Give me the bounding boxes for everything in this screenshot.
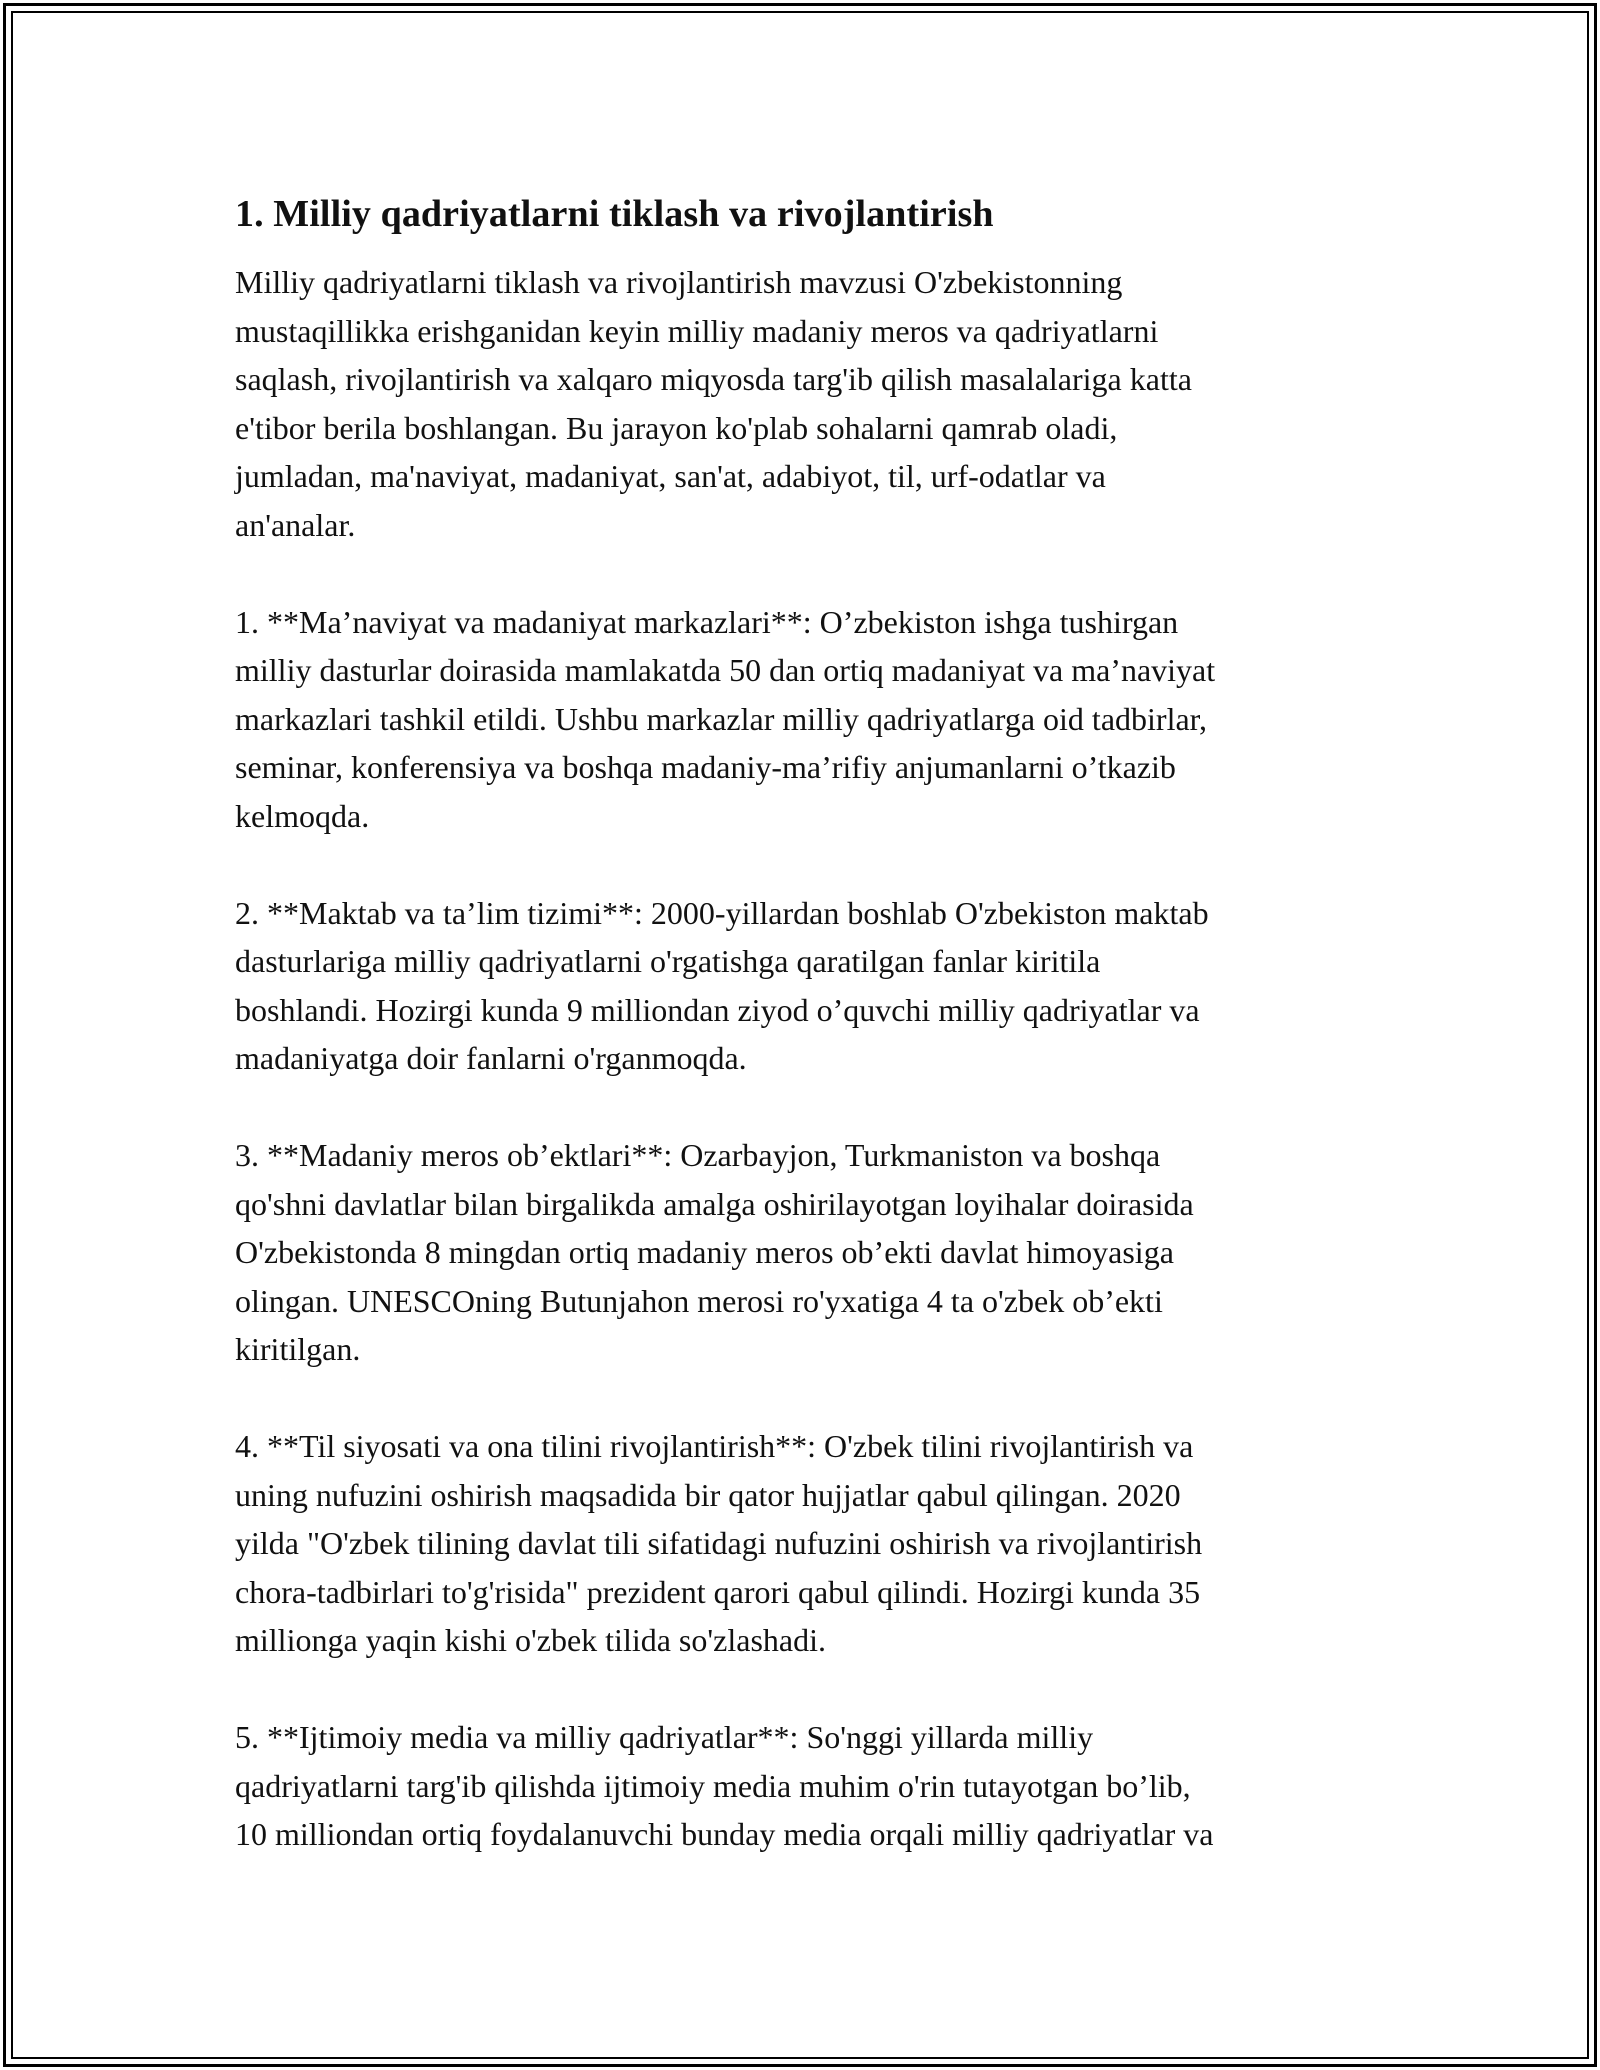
paragraph-item-3: 3. **Madaniy meros ob’ektlari**: Ozarbayjon, Turkmaniston va boshqa qo'shni davlatlar bilan birgalikda amalga oshirilayotgan loyihalar doirasida O'zbekistonda 8 mingdan ortiq madaniy meros ob’ekti davlat himoyasiga olingan. UNESCOning Butunjahon merosi ro'yxatiga 4 ta o'zbek ob’ekti kiritilgan. [235, 1137, 1194, 1367]
intro-paragraph: Milliy qadriyatlarni tiklash va rivojlantirish mavzusi O'zbekistonning mustaqillikka erishganidan keyin milliy madaniy meros va qadriyatlarni saqlash, rivojlantirish va xalqaro miqyosda targ'ib qilish masalalariga katta e'tibor berila boshlangan. Bu jarayon ko'plab sohalarni qamrab oladi, jumladan, ma'naviyat, madaniyat, san'at, adabiyot, til, urf-odatlar va an'analar. [235, 264, 1192, 543]
section-title: 1. Milliy qadriyatlarni tiklash va rivojlantirish [235, 193, 994, 235]
paragraph-item-5: 5. **Ijtimoiy media va milliy qadriyatlar**: So'nggi yillarda milliy qadriyatlarni targ'ib qilishda ijtimoiy media muhim o'rin tutayotgan bo’lib, 10 milliondan ortiq foydalanuvchi bunday media orqali milliy qadriyatlar va [235, 1719, 1214, 1852]
paragraph-item-1: 1. **Ma’naviyat va madaniyat markazlari**: O’zbekiston ishga tushirgan milliy dasturlar doirasida mamlakatda 50 dan ortiq madaniyat va ma’naviyat markazlari tashkil etildi. Ushbu markazlar milliy qadriyatlarga oid tadbirlar, seminar, konferensiya va boshqa madaniy-ma’rifiy anjumanlarni o’tkazib kelmoqda. [235, 603, 1216, 834]
paragraph-item-4: 4. **Til siyosati va ona tilini rivojlantirish**: O'zbek tilini rivojlantirish va uning nufuzini oshirish maqsadida bir qator hujjatlar qabul qilingan. 2020 yilda "O'zbek tilining davlat tili sifatidagi nufuzini oshirish va rivojlantirish chora-tadbirlari to'g'risida" prezident qarori qabul qilindi. Hozirgi kunda 35 millionga yaqin kishi o'zbek tilida so'zlashadi. [235, 1428, 1203, 1658]
paragraph-item-2: 2. **Maktab va ta’lim tizimi**: 2000-yillardan boshlab O'zbekiston maktab dasturlariga milliy qadriyatlarni o'rgatishga qaratilgan fanlar kiritila boshlandi. Hozirgi kunda 9 milliondan ziyod o’quvchi milliy qadriyatlar va madaniyatga doir fanlarni o'rganmoqda. [235, 894, 1209, 1076]
document-body [235, 190, 1365, 1859]
